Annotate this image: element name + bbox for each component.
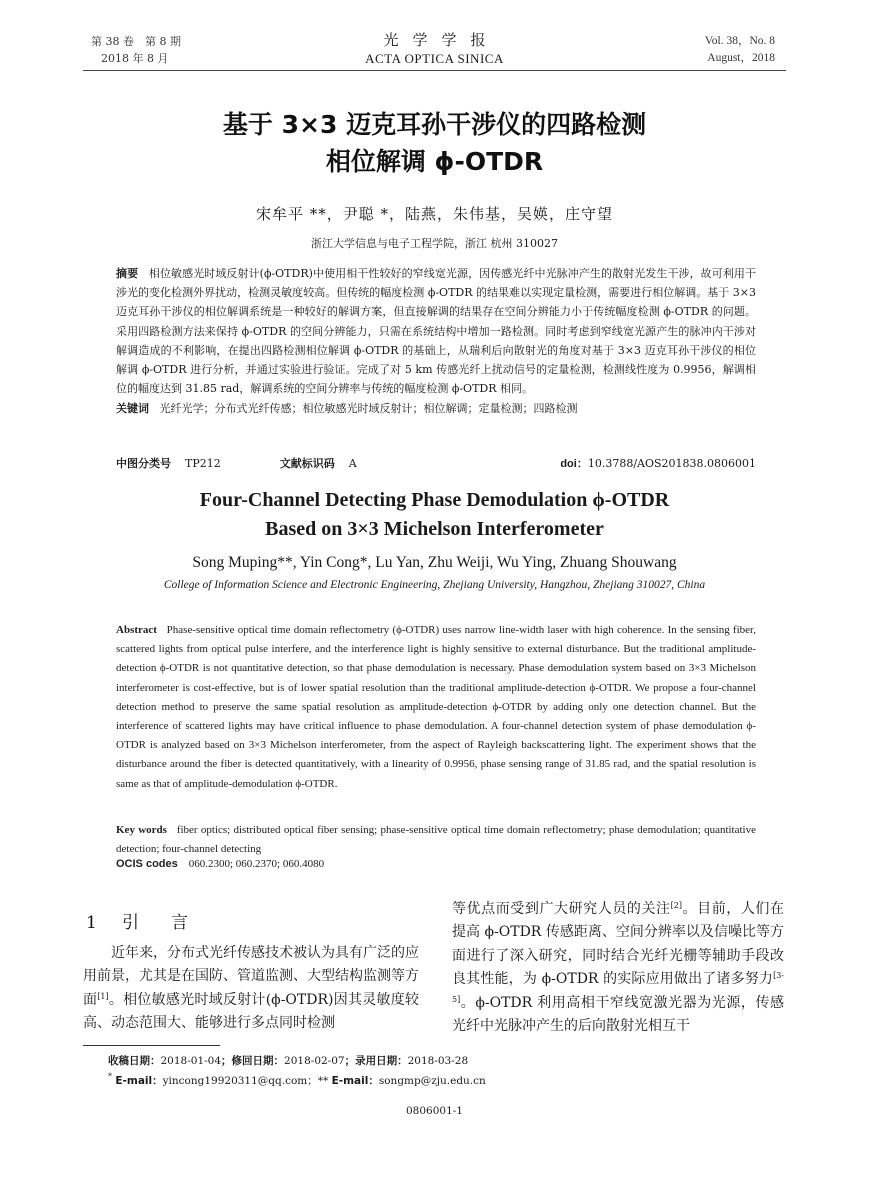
email-label-1: E-mail： [115, 1075, 163, 1087]
citation-3-5[interactable]: [3-5] [452, 971, 784, 1004]
email-mark-1: * [108, 1072, 112, 1081]
abstract-cn-text: 相位敏感光时域反射计(ϕ-OTDR)中使用相干性较好的窄线宽光源，因传感光纤中光脉冲产生的散射光发生干涉，故可利用干涉光的变化检测外界扰动，检测灵敏度较高。但传统的幅度检测 ϕ-OTDR 的结果难以实现定量检测，需要进行相位解调。基于 3×3 迈克耳孙干涉仪的相位解调系统是一种较好的解调方案，但直接解调的结果存在空间分辨能力小于传统幅度检测 ϕ-OTDR 的问题。采用四路检测方法来保持 ϕ-OTDR 的空间分辨能力，只需在系统结构中增加一路检测。同时考虑到窄线宽光源产生的脉冲内干涉对解调造成的不利影响，在提出四路检测相位解调 ϕ-OTDR 的基础上，从瑞利后向散射光的角度对基于 3×3 迈克耳孙干涉仪的相位解调 ϕ-OTDR 进行分析，并通过实验进行验证。完成了对 5 km 传感光纤上扰动信号的定量检测，检测线性度为 0.9956，解调相位的幅度达到 31.85 rad，解调系统的空间分辨率与传统的幅度检测 ϕ-OTDR 相同。 [116, 267, 756, 396]
email-2[interactable]: songmp@zju.edu.cn [378, 1075, 486, 1087]
citation-2[interactable]: [2] [670, 901, 682, 910]
footnote-divider [83, 1045, 220, 1046]
doc-code-label: 文献标识码 [279, 457, 335, 470]
authors-cn: 宋牟平 **，尹聪 *，陆燕，朱伟基，吴媖，庄守望 [255, 205, 614, 223]
section-number: 1 [86, 913, 97, 933]
doi[interactable] [560, 455, 756, 471]
revised-date: 2018-02-07 [284, 1055, 345, 1067]
title-en-line1: Four-Channel Detecting Phase Demodulation ϕ-OTDR [199, 489, 670, 511]
header-divider [83, 70, 786, 71]
abstract-en [116, 621, 756, 794]
email-label-2: E-mail： [331, 1075, 379, 1087]
affiliation-en: College of Information Science and Electronic Engineering, Zhejiang University, Hangzhou, Zhejiang 310027, China [163, 579, 706, 591]
accepted-date: 2018-03-28 [407, 1055, 469, 1067]
title-en-line2: Based on 3×3 Michelson Interferometer [265, 518, 604, 540]
section-title: 引言 [122, 913, 220, 933]
right-col-text-2: 。目前，人们在提高 ϕ-OTDR 传感距离、空间分辨率以及信噪比等方面进行了深入研究，同时结合光纤光栅等辅助手段改良其性能，为 ϕ-OTDR 的实际应用做出了诸多努力 [452, 901, 785, 988]
paper-title-cn [0, 106, 869, 180]
keywords-en [116, 821, 756, 859]
paper-title-en [0, 486, 869, 544]
affiliation-cn: 浙江大学信息与电子工程学院，浙江 杭州 310027 [311, 237, 558, 250]
keywords-cn [116, 399, 756, 418]
abstract-en-text: Phase-sensitive optical time domain reflectometry (ϕ-OTDR) uses narrow line-width laser with high coherence. In the sensing fiber, scattered lights from optical pulse interfere, and the interference light is highly sensitive to external disturbance. But the traditional amplitude-detection ϕ-OTDR is not quantitative detection, so that phase demodulation is necessary. Phase demodulation system based on 3×3 Michelson interferometer is cost-effective, but is of lower spatial resolution than the traditional amplitude-detection ϕ-OTDR. We propose a four-channel detection method to preserve the same spatial resolution as amplitude-detection ϕ-OTDR by adding only one detection channel. But the interference of scattered lights may have critical influence to phase demodulation. A four-channel detection system of phase demodulation ϕ-OTDR is analyzed based on 3×3 Michelson interferometer, from the aspect of Rayleigh backscattering light. The experiment shows that the disturbance around the fiber is detected quantitatively, with a linearity of 0.9956, phase sensing range of 31.85 rad, and the spatial resolution is same as that of amplitude-demodulation ϕ-OTDR. [116, 624, 757, 790]
ocis-codes [116, 858, 756, 870]
doi-label: doi： [560, 458, 588, 470]
keywords-cn-label: 关键词 [116, 402, 149, 416]
page-number: 0806001-1 [406, 1105, 463, 1117]
right-col-text-1: 等优点而受到广大研究人员的关注 [452, 901, 671, 917]
clc-value: TP212 [185, 457, 221, 470]
ocis-label: OCIS codes [116, 858, 178, 870]
header-volume-en-block [705, 33, 775, 67]
doc-code-value: A [348, 457, 357, 470]
left-col-text-2: 。相位敏感光时域反射计(ϕ-OTDR)因其灵敏度较高、动态范围大、能够进行多点同时检测 [83, 991, 420, 1032]
keywords-en-text: fiber optics; distributed optical fiber sensing; phase-sensitive optical time domain reflectometry; phase demodulation; quantitative detection; four-channel detecting [116, 824, 756, 855]
clc-label: 中图分类号 [116, 457, 171, 470]
section-heading-intro [86, 908, 220, 933]
header-volume-en: Vol. 38，No. 8 [704, 35, 775, 47]
abstract-en-label: Abstract [116, 624, 157, 636]
body-right-column [452, 898, 784, 1038]
keywords-en-label: Key words [116, 824, 167, 836]
footnote-emails [108, 1072, 758, 1090]
abstract-cn-label: 摘要 [116, 267, 139, 280]
authors-en: Song Muping**, Yin Cong*, Lu Yan, Zhu Weiji, Wu Ying, Zhuang Shouwang [192, 554, 677, 571]
email-mark-2: ；** [307, 1075, 329, 1087]
journal-name-cn: 光学学报 [383, 31, 500, 49]
left-col-text: 近年来，分布式光纤传感技术被认为具有广泛的应用前景，尤其是在国防、管道监测、大型结构监测等方面 [83, 945, 419, 1008]
title-cn-line1: 基于 3×3 迈克耳孙干涉仪的四路检测 [222, 110, 647, 139]
body-left-column [83, 942, 419, 1036]
accepted-label: ；录用日期： [344, 1055, 408, 1067]
footnote-dates [108, 1052, 758, 1070]
citation-1[interactable]: [1] [97, 991, 109, 1001]
header-date-cn: 2018 年 8 月 [101, 52, 169, 65]
received-label: 收稿日期： [108, 1055, 161, 1067]
doi-value[interactable]: 10.3788/AOS201838.0806001 [587, 457, 756, 470]
keywords-cn-text: 光纤光学；分布式光纤传感；相位敏感光时域反射计；相位解调；定量检测；四路检测 [159, 402, 578, 416]
header-date-en: August，2018 [707, 52, 775, 64]
title-cn-line2: 相位解调 ϕ-OTDR [325, 147, 544, 176]
header-volume-cn: 第 38 卷 第 8 期 [91, 35, 181, 48]
abstract-cn [116, 264, 756, 419]
journal-name-en: ACTA OPTICA SINICA [365, 51, 504, 66]
revised-label: ；修回日期： [221, 1055, 285, 1067]
ocis-value: 060.2300; 060.2370; 060.4080 [188, 858, 325, 870]
email-1[interactable]: yincong19920311@qq.com [162, 1075, 308, 1087]
received-date: 2018-01-04 [160, 1055, 222, 1067]
classification-row [116, 455, 756, 473]
right-col-text-3: 。ϕ-OTDR 利用高相干窄线宽激光器为光源，传感光纤中光脉冲产生的后向散射光相互干 [452, 994, 784, 1035]
